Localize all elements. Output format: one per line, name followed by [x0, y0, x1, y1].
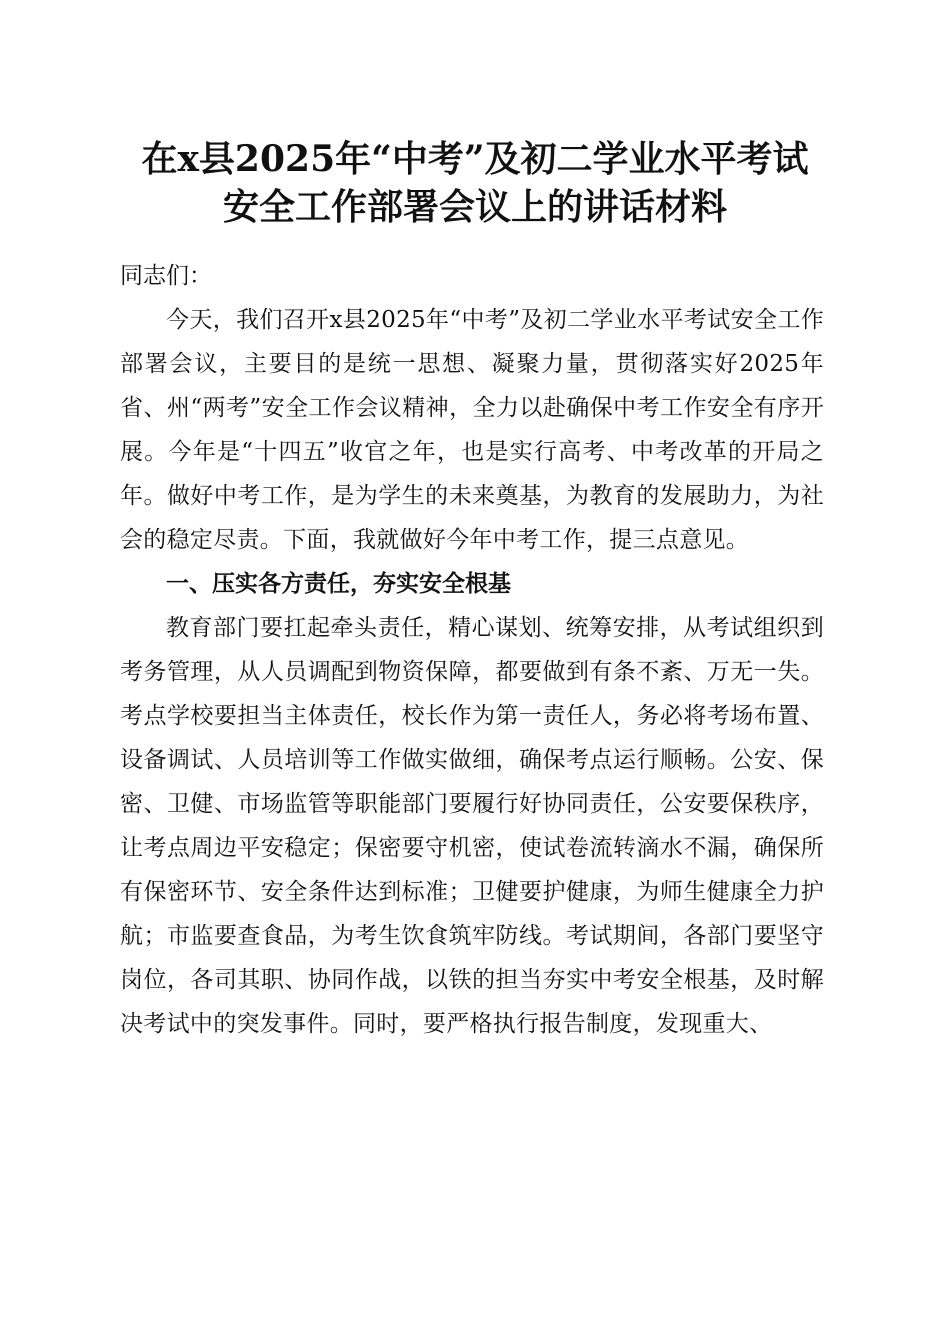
title-line-1: 在x县2025年“中考”及初二学业水平考试: [141, 138, 809, 180]
document-body: [120, 254, 824, 1046]
intro-paragraph: 今天，我们召开x县2025年“中考”及初二学业水平考试安全工作部署会议，主要目的是统一思想、凝聚力量，贯彻落实好2025年省、州“两考”安全工作会议精神，全力以赴确保中考工作安全有序开展。今年是“十四五”收官之年，也是实行高考、中考改革的开局之年。做好中考工作，是为学生的未来奠基，为教育的发展助力，为社会的稳定尽责。下面，我就做好今年中考工作，提三点意见。: [120, 307, 824, 553]
salutation: 同志们：: [120, 263, 212, 289]
document-title: [60, 135, 890, 231]
title-line-2: 安全工作部署会议上的讲话材料: [222, 186, 727, 228]
section-1-paragraph: 教育部门要扛起牵头责任，精心谋划、统筹安排，从考试组织到考务管理，从人员调配到物资保障，都要做到有条不紊、万无一失。考点学校要担当主体责任，校长作为第一责任人，务必将考场布置、设备调试、人员培训等工作做实做细，确保考点运行顺畅。公安、保密、卫健、市场监管等职能部门要履行好协同责任，公安要保秩序，让考点周边平安稳定；保密要守机密，使试卷流转滴水不漏，确保所有保密环节、安全条件达到标准；卫健要护健康，为师生健康全力护航；市监要查食品，为考生饮食筑牢防线。考试期间，各部门要坚守岗位，各司其职、协同作战，以铁的担当夯实中考安全根基，及时解决考试中的突发事件。同时，要严格执行报告制度，发现重大、: [120, 615, 824, 1037]
section-1-heading: 一、压实各方责任，夯实安全根基: [166, 571, 511, 597]
